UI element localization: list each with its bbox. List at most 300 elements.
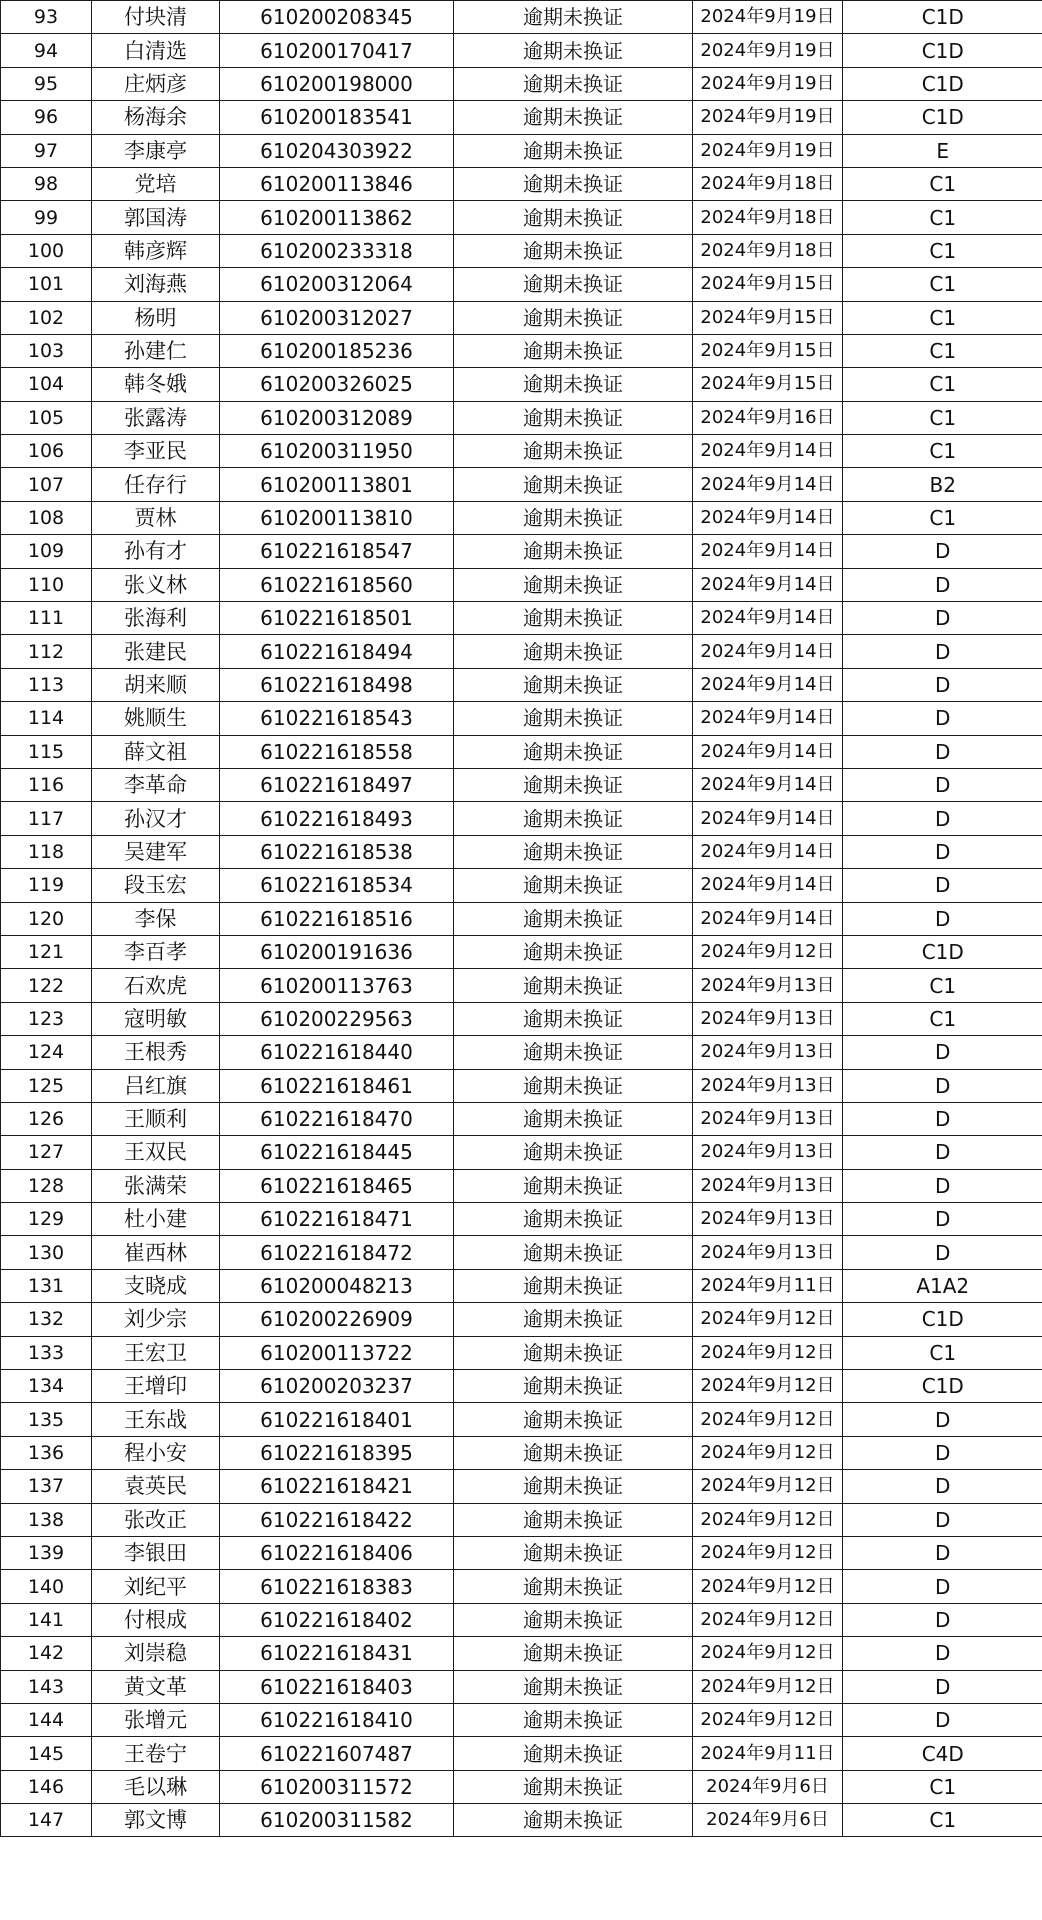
status-cell: 逾期未换证 <box>454 301 693 334</box>
row-number-cell: 121 <box>1 935 92 968</box>
table-row <box>1 802 1042 835</box>
license-number-cell: 610221618402 <box>220 1603 454 1636</box>
name-cell: 孙汉才 <box>92 802 220 835</box>
row-number-cell: 113 <box>1 668 92 701</box>
license-class-cell: D <box>843 668 1042 701</box>
license-class-cell: D <box>843 535 1042 568</box>
row-number-cell: 123 <box>1 1002 92 1035</box>
date-cell: 2024年9月15日 <box>693 368 843 401</box>
row-number-cell: 128 <box>1 1169 92 1202</box>
license-number-cell: 610221618403 <box>220 1670 454 1703</box>
row-number-cell: 105 <box>1 401 92 434</box>
license-number-cell: 610200113801 <box>220 468 454 501</box>
name-cell: 庄炳彦 <box>92 67 220 100</box>
row-number-cell: 116 <box>1 768 92 801</box>
license-number-cell: 610200203237 <box>220 1370 454 1403</box>
license-number-cell: 610200198000 <box>220 67 454 100</box>
table-row <box>1 902 1042 935</box>
license-number-cell: 610221618422 <box>220 1503 454 1536</box>
status-cell: 逾期未换证 <box>454 201 693 234</box>
status-cell: 逾期未换证 <box>454 67 693 100</box>
status-cell: 逾期未换证 <box>454 802 693 835</box>
date-cell: 2024年9月14日 <box>693 435 843 468</box>
status-cell: 逾期未换证 <box>454 535 693 568</box>
date-cell: 2024年9月14日 <box>693 668 843 701</box>
license-class-cell: D <box>843 602 1042 635</box>
license-number-cell: 610221618406 <box>220 1536 454 1569</box>
status-cell: 逾期未换证 <box>454 1570 693 1603</box>
license-class-cell: C1 <box>843 501 1042 534</box>
table-row <box>1 1036 1042 1069</box>
table-row <box>1 1002 1042 1035</box>
row-number-cell: 139 <box>1 1536 92 1569</box>
name-cell: 胡来顺 <box>92 668 220 701</box>
name-cell: 孙建仁 <box>92 334 220 367</box>
name-cell: 崔西林 <box>92 1236 220 1269</box>
table-row <box>1 67 1042 100</box>
row-number-cell: 136 <box>1 1436 92 1469</box>
license-class-cell: B2 <box>843 468 1042 501</box>
date-cell: 2024年9月14日 <box>693 602 843 635</box>
license-class-cell: D <box>843 1703 1042 1736</box>
license-number-cell: 610221618431 <box>220 1637 454 1670</box>
license-number-cell: 610221618494 <box>220 635 454 668</box>
status-cell: 逾期未换证 <box>454 568 693 601</box>
license-number-cell: 610200226909 <box>220 1303 454 1336</box>
license-number-cell: 610200183541 <box>220 101 454 134</box>
table-row <box>1 935 1042 968</box>
license-class-cell: C1D <box>843 101 1042 134</box>
status-cell: 逾期未换证 <box>454 435 693 468</box>
name-cell: 李革命 <box>92 768 220 801</box>
name-cell: 韩冬娥 <box>92 368 220 401</box>
name-cell: 刘海燕 <box>92 268 220 301</box>
date-cell: 2024年9月14日 <box>693 635 843 668</box>
license-class-cell: D <box>843 1570 1042 1603</box>
row-number-cell: 140 <box>1 1570 92 1603</box>
date-cell: 2024年9月12日 <box>693 1703 843 1736</box>
status-cell: 逾期未换证 <box>454 101 693 134</box>
date-cell: 2024年9月19日 <box>693 134 843 167</box>
table-row <box>1 268 1042 301</box>
license-number-cell: 610221618497 <box>220 768 454 801</box>
status-cell: 逾期未换证 <box>454 668 693 701</box>
row-number-cell: 96 <box>1 101 92 134</box>
table-row <box>1 635 1042 668</box>
status-cell: 逾期未换证 <box>454 1136 693 1169</box>
license-number-cell: 610200312064 <box>220 268 454 301</box>
row-number-cell: 138 <box>1 1503 92 1536</box>
license-number-cell: 610221618395 <box>220 1436 454 1469</box>
name-cell: 张增元 <box>92 1703 220 1736</box>
license-number-cell: 610221618465 <box>220 1169 454 1202</box>
license-number-cell: 610221618470 <box>220 1102 454 1135</box>
row-number-cell: 101 <box>1 268 92 301</box>
license-number-cell: 610200113763 <box>220 969 454 1002</box>
row-number-cell: 125 <box>1 1069 92 1102</box>
row-number-cell: 126 <box>1 1102 92 1135</box>
status-cell: 逾期未换证 <box>454 1336 693 1369</box>
status-cell: 逾期未换证 <box>454 1269 693 1302</box>
date-cell: 2024年9月12日 <box>693 1637 843 1670</box>
name-cell: 刘少宗 <box>92 1303 220 1336</box>
row-number-cell: 110 <box>1 568 92 601</box>
date-cell: 2024年9月14日 <box>693 568 843 601</box>
table-row <box>1 401 1042 434</box>
license-number-cell: 610221618543 <box>220 702 454 735</box>
license-class-cell: D <box>843 1203 1042 1236</box>
name-cell: 李银田 <box>92 1536 220 1569</box>
name-cell: 吴建军 <box>92 835 220 868</box>
date-cell: 2024年9月12日 <box>693 1403 843 1436</box>
date-cell: 2024年9月12日 <box>693 1503 843 1536</box>
license-number-cell: 610200229563 <box>220 1002 454 1035</box>
date-cell: 2024年9月12日 <box>693 1370 843 1403</box>
license-number-cell: 610200312089 <box>220 401 454 434</box>
license-class-cell: D <box>843 1536 1042 1569</box>
license-class-cell: D <box>843 1236 1042 1269</box>
status-cell: 逾期未换证 <box>454 1169 693 1202</box>
license-number-cell: 610200233318 <box>220 234 454 267</box>
date-cell: 2024年9月13日 <box>693 1036 843 1069</box>
table-row <box>1 201 1042 234</box>
name-cell: 杜小建 <box>92 1203 220 1236</box>
license-class-cell: C1 <box>843 401 1042 434</box>
license-class-cell: C1 <box>843 1336 1042 1369</box>
name-cell: 石欢虎 <box>92 969 220 1002</box>
status-cell: 逾期未换证 <box>454 501 693 534</box>
license-table-body <box>1 1 1042 1837</box>
date-cell: 2024年9月11日 <box>693 1269 843 1302</box>
table-row <box>1 468 1042 501</box>
table-row <box>1 1503 1042 1536</box>
license-class-cell: C1 <box>843 1002 1042 1035</box>
row-number-cell: 97 <box>1 134 92 167</box>
status-cell: 逾期未换证 <box>454 1403 693 1436</box>
table-row <box>1 735 1042 768</box>
license-class-cell: D <box>843 635 1042 668</box>
table-row <box>1 1203 1042 1236</box>
row-number-cell: 130 <box>1 1236 92 1269</box>
table-row <box>1 702 1042 735</box>
license-number-cell: 610221618410 <box>220 1703 454 1736</box>
name-cell: 吕红旗 <box>92 1069 220 1102</box>
date-cell: 2024年9月16日 <box>693 401 843 434</box>
status-cell: 逾期未换证 <box>454 969 693 1002</box>
name-cell: 王宏卫 <box>92 1336 220 1369</box>
row-number-cell: 122 <box>1 969 92 1002</box>
name-cell: 刘崇稳 <box>92 1637 220 1670</box>
status-cell: 逾期未换证 <box>454 1203 693 1236</box>
table-row <box>1 1770 1042 1803</box>
table-row <box>1 602 1042 635</box>
license-number-cell: 610204303922 <box>220 134 454 167</box>
license-class-cell: C4D <box>843 1737 1042 1770</box>
table-row <box>1 1069 1042 1102</box>
row-number-cell: 103 <box>1 334 92 367</box>
status-cell: 逾期未换证 <box>454 34 693 67</box>
status-cell: 逾期未换证 <box>454 1036 693 1069</box>
table-row <box>1 969 1042 1002</box>
license-class-cell: D <box>843 1637 1042 1670</box>
name-cell: 付块清 <box>92 1 220 34</box>
status-cell: 逾期未换证 <box>454 935 693 968</box>
row-number-cell: 117 <box>1 802 92 835</box>
name-cell: 袁英民 <box>92 1470 220 1503</box>
table-row <box>1 1804 1042 1837</box>
table-row <box>1 1236 1042 1269</box>
row-number-cell: 124 <box>1 1036 92 1069</box>
name-cell: 李亚民 <box>92 435 220 468</box>
row-number-cell: 142 <box>1 1637 92 1670</box>
name-cell: 付根成 <box>92 1603 220 1636</box>
date-cell: 2024年9月12日 <box>693 1336 843 1369</box>
table-row <box>1 1102 1042 1135</box>
license-class-cell: C1D <box>843 1370 1042 1403</box>
status-cell: 逾期未换证 <box>454 702 693 735</box>
date-cell: 2024年9月14日 <box>693 501 843 534</box>
row-number-cell: 147 <box>1 1804 92 1837</box>
license-number-cell: 610221607487 <box>220 1737 454 1770</box>
license-number-cell: 610200170417 <box>220 34 454 67</box>
table-row <box>1 1303 1042 1336</box>
name-cell: 张建民 <box>92 635 220 668</box>
name-cell: 王双民 <box>92 1136 220 1169</box>
table-row <box>1 234 1042 267</box>
license-number-cell: 610200208345 <box>220 1 454 34</box>
name-cell: 郭国涛 <box>92 201 220 234</box>
table-row <box>1 1 1042 34</box>
name-cell: 韩彦辉 <box>92 234 220 267</box>
row-number-cell: 100 <box>1 234 92 267</box>
name-cell: 杨明 <box>92 301 220 334</box>
date-cell: 2024年9月14日 <box>693 468 843 501</box>
status-cell: 逾期未换证 <box>454 1804 693 1837</box>
status-cell: 逾期未换证 <box>454 1102 693 1135</box>
name-cell: 张改正 <box>92 1503 220 1536</box>
table-row <box>1 134 1042 167</box>
name-cell: 毛以琳 <box>92 1770 220 1803</box>
license-class-cell: D <box>843 902 1042 935</box>
table-row <box>1 835 1042 868</box>
license-class-cell: A1A2 <box>843 1269 1042 1302</box>
status-cell: 逾期未换证 <box>454 1002 693 1035</box>
license-number-cell: 610221618471 <box>220 1203 454 1236</box>
license-class-cell: D <box>843 1470 1042 1503</box>
name-cell: 王根秀 <box>92 1036 220 1069</box>
license-class-cell: D <box>843 568 1042 601</box>
license-number-cell: 610200113862 <box>220 201 454 234</box>
date-cell: 2024年9月18日 <box>693 167 843 200</box>
table-row <box>1 334 1042 367</box>
row-number-cell: 93 <box>1 1 92 34</box>
table-row <box>1 1670 1042 1703</box>
name-cell: 王东战 <box>92 1403 220 1436</box>
license-number-cell: 610200311582 <box>220 1804 454 1837</box>
license-number-cell: 610200326025 <box>220 368 454 401</box>
table-row <box>1 435 1042 468</box>
row-number-cell: 129 <box>1 1203 92 1236</box>
name-cell: 王顺利 <box>92 1102 220 1135</box>
table-row <box>1 101 1042 134</box>
license-number-cell: 610200113722 <box>220 1336 454 1369</box>
status-cell: 逾期未换证 <box>454 368 693 401</box>
license-class-cell: C1D <box>843 935 1042 968</box>
row-number-cell: 109 <box>1 535 92 568</box>
license-class-cell: C1 <box>843 1804 1042 1837</box>
date-cell: 2024年9月12日 <box>693 935 843 968</box>
status-cell: 逾期未换证 <box>454 468 693 501</box>
name-cell: 张满荣 <box>92 1169 220 1202</box>
name-cell: 薛文祖 <box>92 735 220 768</box>
table-row <box>1 301 1042 334</box>
license-class-cell: C1D <box>843 67 1042 100</box>
status-cell: 逾期未换证 <box>454 1603 693 1636</box>
license-number-cell: 610221618547 <box>220 535 454 568</box>
row-number-cell: 111 <box>1 602 92 635</box>
license-class-cell: C1D <box>843 34 1042 67</box>
license-number-cell: 610200312027 <box>220 301 454 334</box>
row-number-cell: 132 <box>1 1303 92 1336</box>
license-class-cell: C1 <box>843 435 1042 468</box>
table-row <box>1 1370 1042 1403</box>
row-number-cell: 106 <box>1 435 92 468</box>
table-row <box>1 1403 1042 1436</box>
license-class-cell: D <box>843 1403 1042 1436</box>
status-cell: 逾期未换证 <box>454 268 693 301</box>
license-number-cell: 610221618493 <box>220 802 454 835</box>
status-cell: 逾期未换证 <box>454 1670 693 1703</box>
date-cell: 2024年9月6日 <box>693 1804 843 1837</box>
status-cell: 逾期未换证 <box>454 1236 693 1269</box>
date-cell: 2024年9月14日 <box>693 835 843 868</box>
license-number-cell: 610221618498 <box>220 668 454 701</box>
date-cell: 2024年9月14日 <box>693 869 843 902</box>
license-number-cell: 610200048213 <box>220 1269 454 1302</box>
date-cell: 2024年9月15日 <box>693 334 843 367</box>
table-row <box>1 1436 1042 1469</box>
license-class-cell: D <box>843 802 1042 835</box>
status-cell: 逾期未换证 <box>454 167 693 200</box>
status-cell: 逾期未换证 <box>454 134 693 167</box>
row-number-cell: 135 <box>1 1403 92 1436</box>
date-cell: 2024年9月19日 <box>693 34 843 67</box>
name-cell: 段玉宏 <box>92 869 220 902</box>
date-cell: 2024年9月19日 <box>693 1 843 34</box>
license-number-cell: 610221618560 <box>220 568 454 601</box>
table-row <box>1 1603 1042 1636</box>
table-row <box>1 1336 1042 1369</box>
license-number-cell: 610221618534 <box>220 869 454 902</box>
license-number-cell: 610221618383 <box>220 1570 454 1603</box>
license-number-cell: 610221618445 <box>220 1136 454 1169</box>
name-cell: 张海利 <box>92 602 220 635</box>
name-cell: 李百孝 <box>92 935 220 968</box>
status-cell: 逾期未换证 <box>454 334 693 367</box>
row-number-cell: 120 <box>1 902 92 935</box>
license-number-cell: 610221618538 <box>220 835 454 868</box>
row-number-cell: 95 <box>1 67 92 100</box>
row-number-cell: 94 <box>1 34 92 67</box>
row-number-cell: 104 <box>1 368 92 401</box>
table-row <box>1 768 1042 801</box>
license-class-cell: D <box>843 768 1042 801</box>
name-cell: 孙有才 <box>92 535 220 568</box>
table-row <box>1 501 1042 534</box>
license-class-cell: C1 <box>843 201 1042 234</box>
date-cell: 2024年9月18日 <box>693 201 843 234</box>
row-number-cell: 146 <box>1 1770 92 1803</box>
license-class-cell: C1 <box>843 334 1042 367</box>
status-cell: 逾期未换证 <box>454 1436 693 1469</box>
date-cell: 2024年9月13日 <box>693 1102 843 1135</box>
date-cell: 2024年9月12日 <box>693 1436 843 1469</box>
license-class-cell: C1 <box>843 301 1042 334</box>
date-cell: 2024年9月13日 <box>693 969 843 1002</box>
table-row <box>1 1570 1042 1603</box>
table-row <box>1 1470 1042 1503</box>
date-cell: 2024年9月12日 <box>693 1570 843 1603</box>
row-number-cell: 137 <box>1 1470 92 1503</box>
license-class-cell: D <box>843 702 1042 735</box>
status-cell: 逾期未换证 <box>454 635 693 668</box>
status-cell: 逾期未换证 <box>454 869 693 902</box>
license-number-cell: 610200185236 <box>220 334 454 367</box>
status-cell: 逾期未换证 <box>454 602 693 635</box>
date-cell: 2024年9月14日 <box>693 535 843 568</box>
license-class-cell: D <box>843 835 1042 868</box>
license-class-cell: C1D <box>843 1 1042 34</box>
status-cell: 逾期未换证 <box>454 1703 693 1736</box>
status-cell: 逾期未换证 <box>454 1737 693 1770</box>
date-cell: 2024年9月18日 <box>693 234 843 267</box>
license-class-cell: D <box>843 735 1042 768</box>
row-number-cell: 114 <box>1 702 92 735</box>
date-cell: 2024年9月13日 <box>693 1203 843 1236</box>
status-cell: 逾期未换证 <box>454 735 693 768</box>
date-cell: 2024年9月13日 <box>693 1136 843 1169</box>
date-cell: 2024年9月13日 <box>693 1002 843 1035</box>
table-row <box>1 167 1042 200</box>
name-cell: 张义林 <box>92 568 220 601</box>
status-cell: 逾期未换证 <box>454 1370 693 1403</box>
status-cell: 逾期未换证 <box>454 1470 693 1503</box>
name-cell: 刘纪平 <box>92 1570 220 1603</box>
status-cell: 逾期未换证 <box>454 234 693 267</box>
license-class-cell: D <box>843 1503 1042 1536</box>
date-cell: 2024年9月12日 <box>693 1670 843 1703</box>
date-cell: 2024年9月14日 <box>693 902 843 935</box>
row-number-cell: 133 <box>1 1336 92 1369</box>
date-cell: 2024年9月12日 <box>693 1470 843 1503</box>
table-row <box>1 34 1042 67</box>
status-cell: 逾期未换证 <box>454 1637 693 1670</box>
row-number-cell: 108 <box>1 501 92 534</box>
license-number-cell: 610200311572 <box>220 1770 454 1803</box>
row-number-cell: 127 <box>1 1136 92 1169</box>
table-row <box>1 568 1042 601</box>
license-number-cell: 610200113810 <box>220 501 454 534</box>
license-class-cell: D <box>843 1670 1042 1703</box>
status-cell: 逾期未换证 <box>454 401 693 434</box>
status-cell: 逾期未换证 <box>454 835 693 868</box>
name-cell: 支晓成 <box>92 1269 220 1302</box>
license-class-cell: C1D <box>843 1303 1042 1336</box>
row-number-cell: 119 <box>1 869 92 902</box>
license-class-cell: D <box>843 1069 1042 1102</box>
name-cell: 姚顺生 <box>92 702 220 735</box>
table-row <box>1 1136 1042 1169</box>
